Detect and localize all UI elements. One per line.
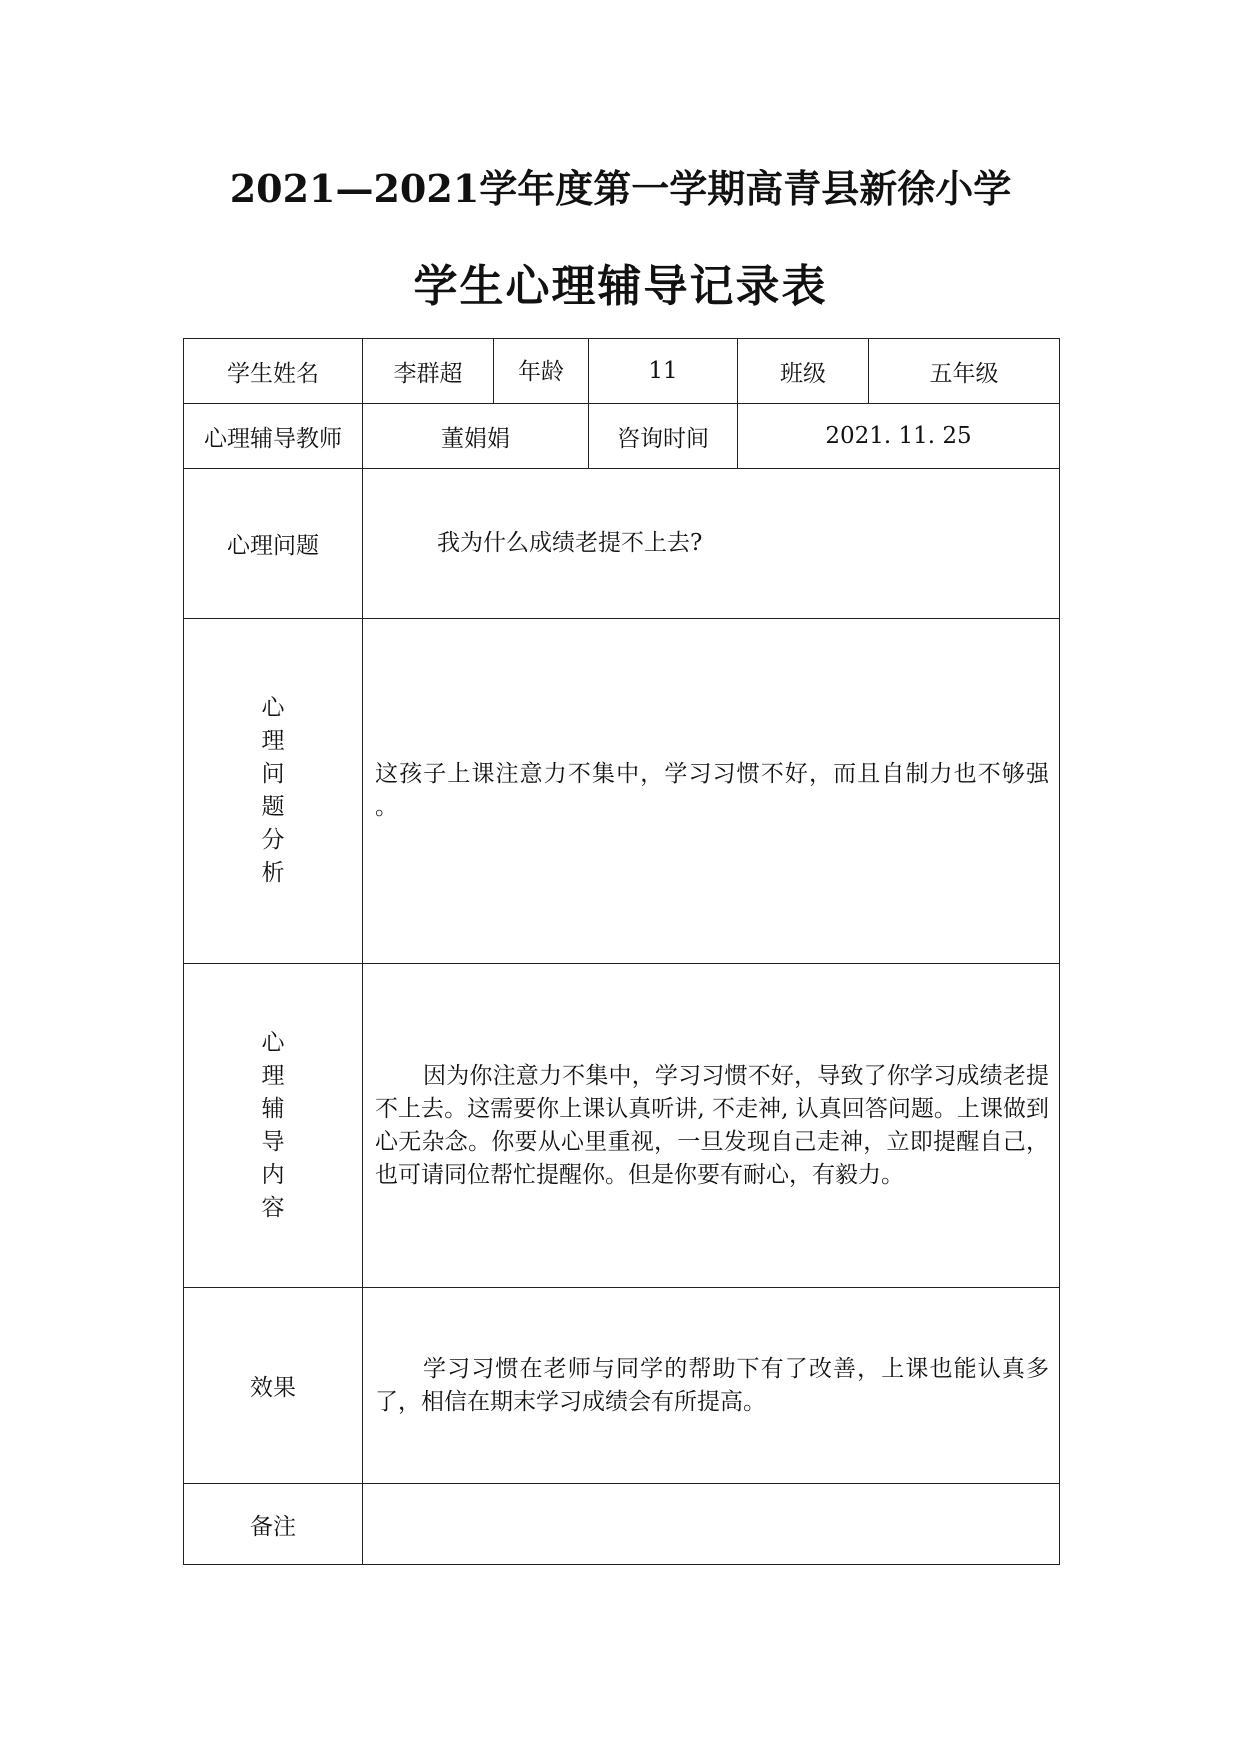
- teacher-value: 董娟娟: [363, 404, 589, 469]
- analysis-label: [184, 619, 363, 964]
- analysis-label-char: 心: [261, 695, 285, 721]
- guidance-label-char: 内: [261, 1161, 285, 1188]
- age-value: 11: [589, 339, 738, 404]
- row-guidance: [184, 964, 1060, 1288]
- class-label: 班级: [738, 339, 869, 404]
- row-problem: [184, 469, 1060, 619]
- analysis-label-char: 理: [261, 728, 285, 754]
- remarks-label: 备注: [184, 1484, 363, 1565]
- guidance-label-char: 容: [261, 1194, 285, 1221]
- row-remarks: [184, 1484, 1060, 1565]
- record-table: [183, 338, 1060, 1565]
- document-title-line1: 2021—2021学年度第一学期高青县新徐小学: [229, 166, 1012, 211]
- consult-time-value: 2021. 11. 25: [738, 404, 1060, 469]
- row-analysis: [184, 619, 1060, 964]
- consult-time-label: 咨询时间: [589, 404, 738, 469]
- guidance-text: 因为你注意力不集中，学习习惯不好，导致了你学习成绩老提不上去。这需要你上课认真听讲, 不走神, 认真回答问题。上课做到心无杂念。你要从心里重视，一旦发现自己走神，立即提醒自己，也可请同位帮忙提醒你。但是你要有耐心，有毅力。: [363, 964, 1060, 1288]
- guidance-label: [184, 964, 363, 1288]
- document-title-line2: 学生心理辅导记录表: [413, 261, 828, 312]
- guidance-label-char: 导: [261, 1128, 285, 1155]
- class-value: 五年级: [869, 339, 1060, 404]
- teacher-label: 心理辅导教师: [184, 404, 363, 469]
- effect-label: 效果: [184, 1288, 363, 1484]
- guidance-label-char: 心: [261, 1029, 285, 1056]
- effect-text: 学习习惯在老师与同学的帮助下有了改善，上课也能认真多了，相信在期末学习成绩会有所提高。: [363, 1288, 1060, 1484]
- row-teacher-info: [184, 404, 1060, 469]
- analysis-text: 这孩子上课注意力不集中，学习习惯不好，而且自制力也不够强 。: [363, 619, 1060, 964]
- analysis-label-char: 问: [261, 761, 285, 787]
- problem-label: 心理问题: [184, 469, 363, 619]
- guidance-label-char: 辅: [261, 1095, 285, 1122]
- row-student-info: [184, 339, 1060, 404]
- analysis-label-char: 题: [261, 794, 285, 820]
- age-label: 年龄: [494, 339, 589, 404]
- guidance-label-char: 理: [261, 1062, 285, 1089]
- student-name-value: 李群超: [363, 339, 494, 404]
- student-name-label: 学生姓名: [184, 339, 363, 404]
- analysis-label-char: 分: [261, 827, 285, 853]
- problem-text: 我为什么成绩老提不上去?: [363, 469, 1060, 619]
- remarks-text: [363, 1484, 1060, 1565]
- row-effect: [184, 1288, 1060, 1484]
- analysis-label-char: 析: [261, 860, 285, 886]
